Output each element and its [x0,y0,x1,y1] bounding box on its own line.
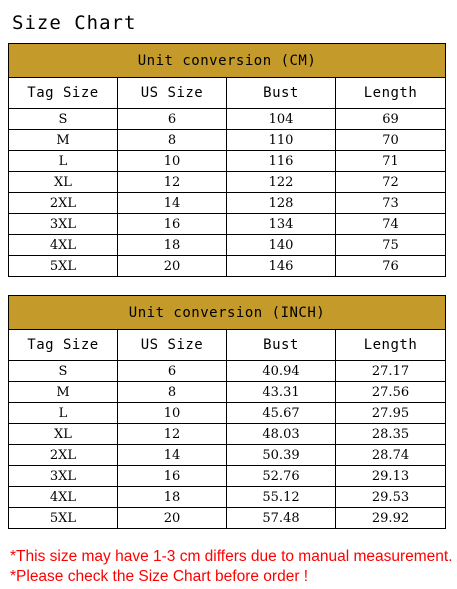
cell-us-size: 20 [118,256,227,277]
cell-tag-size: L [9,151,118,172]
cell-us-size: 14 [118,445,227,466]
cell-tag-size: L [9,403,118,424]
cell-us-size: 20 [118,508,227,529]
cell-us-size: 18 [118,487,227,508]
column-header-length: Length [336,330,446,361]
cell-length: 71 [336,151,446,172]
cell-bust: 116 [227,151,336,172]
cell-tag-size: S [9,109,118,130]
cell-us-size: 12 [118,424,227,445]
cell-us-size: 8 [118,382,227,403]
cell-tag-size: XL [9,424,118,445]
cell-bust: 55.12 [227,487,336,508]
table-row [9,151,446,172]
cell-us-size: 6 [118,109,227,130]
table-row [9,109,446,130]
cell-bust: 57.48 [227,508,336,529]
cell-length: 76 [336,256,446,277]
table-caption-inch: Unit conversion (INCH) [9,296,446,330]
cell-bust: 52.76 [227,466,336,487]
cell-tag-size: S [9,361,118,382]
cell-tag-size: M [9,382,118,403]
column-header-us-size: US Size [118,78,227,109]
cell-bust: 48.03 [227,424,336,445]
cell-bust: 40.94 [227,361,336,382]
cell-us-size: 6 [118,361,227,382]
cell-length: 28.35 [336,424,446,445]
column-header-tag-size: Tag Size [9,78,118,109]
table-row [9,508,446,529]
cell-us-size: 12 [118,172,227,193]
cell-tag-size: 3XL [9,466,118,487]
cell-bust: 134 [227,214,336,235]
table-row [9,172,446,193]
cell-bust: 146 [227,256,336,277]
column-header-bust: Bust [227,330,336,361]
table-row [9,382,446,403]
cell-us-size: 10 [118,151,227,172]
page-title: Size Chart [12,12,137,34]
table-row [9,424,446,445]
cell-length: 69 [336,109,446,130]
cell-tag-size: XL [9,172,118,193]
cell-tag-size: 4XL [9,487,118,508]
cell-length: 27.56 [336,382,446,403]
cell-length: 28.74 [336,445,446,466]
column-header-length: Length [336,78,446,109]
table-caption-cm: Unit conversion (CM) [9,44,446,78]
cell-tag-size: 2XL [9,193,118,214]
cell-bust: 45.67 [227,403,336,424]
notes [10,547,455,587]
cell-length: 29.53 [336,487,446,508]
table-row [9,235,446,256]
cell-us-size: 16 [118,466,227,487]
cell-tag-size: 3XL [9,214,118,235]
cell-bust: 122 [227,172,336,193]
note-check-chart: *Please check the Size Chart before order ! [10,568,309,585]
cell-length: 73 [336,193,446,214]
table-row [9,487,446,508]
cell-tag-size: M [9,130,118,151]
cell-us-size: 18 [118,235,227,256]
table-row [9,256,446,277]
cell-bust: 104 [227,109,336,130]
size-table-inch [8,295,446,529]
cell-bust: 128 [227,193,336,214]
cell-length: 70 [336,130,446,151]
cell-bust: 110 [227,130,336,151]
cell-us-size: 16 [118,214,227,235]
cell-length: 72 [336,172,446,193]
cell-length: 27.17 [336,361,446,382]
size-table-cm [8,43,446,277]
cell-bust: 140 [227,235,336,256]
cell-length: 75 [336,235,446,256]
note-measurement: *This size may have 1-3 cm differs due to manual measurement. [10,548,453,565]
cell-us-size: 8 [118,130,227,151]
column-header-bust: Bust [227,78,336,109]
table-row [9,214,446,235]
table-row [9,403,446,424]
cell-us-size: 14 [118,193,227,214]
column-header-us-size: US Size [118,330,227,361]
cell-length: 27.95 [336,403,446,424]
column-header-tag-size: Tag Size [9,330,118,361]
table-row [9,361,446,382]
cell-bust: 43.31 [227,382,336,403]
table-row [9,445,446,466]
cell-length: 29.92 [336,508,446,529]
table-row [9,193,446,214]
cell-tag-size: 4XL [9,235,118,256]
cell-bust: 50.39 [227,445,336,466]
table-row [9,130,446,151]
cell-length: 29.13 [336,466,446,487]
cell-tag-size: 5XL [9,256,118,277]
cell-us-size: 10 [118,403,227,424]
cell-length: 74 [336,214,446,235]
cell-tag-size: 2XL [9,445,118,466]
cell-tag-size: 5XL [9,508,118,529]
table-row [9,466,446,487]
